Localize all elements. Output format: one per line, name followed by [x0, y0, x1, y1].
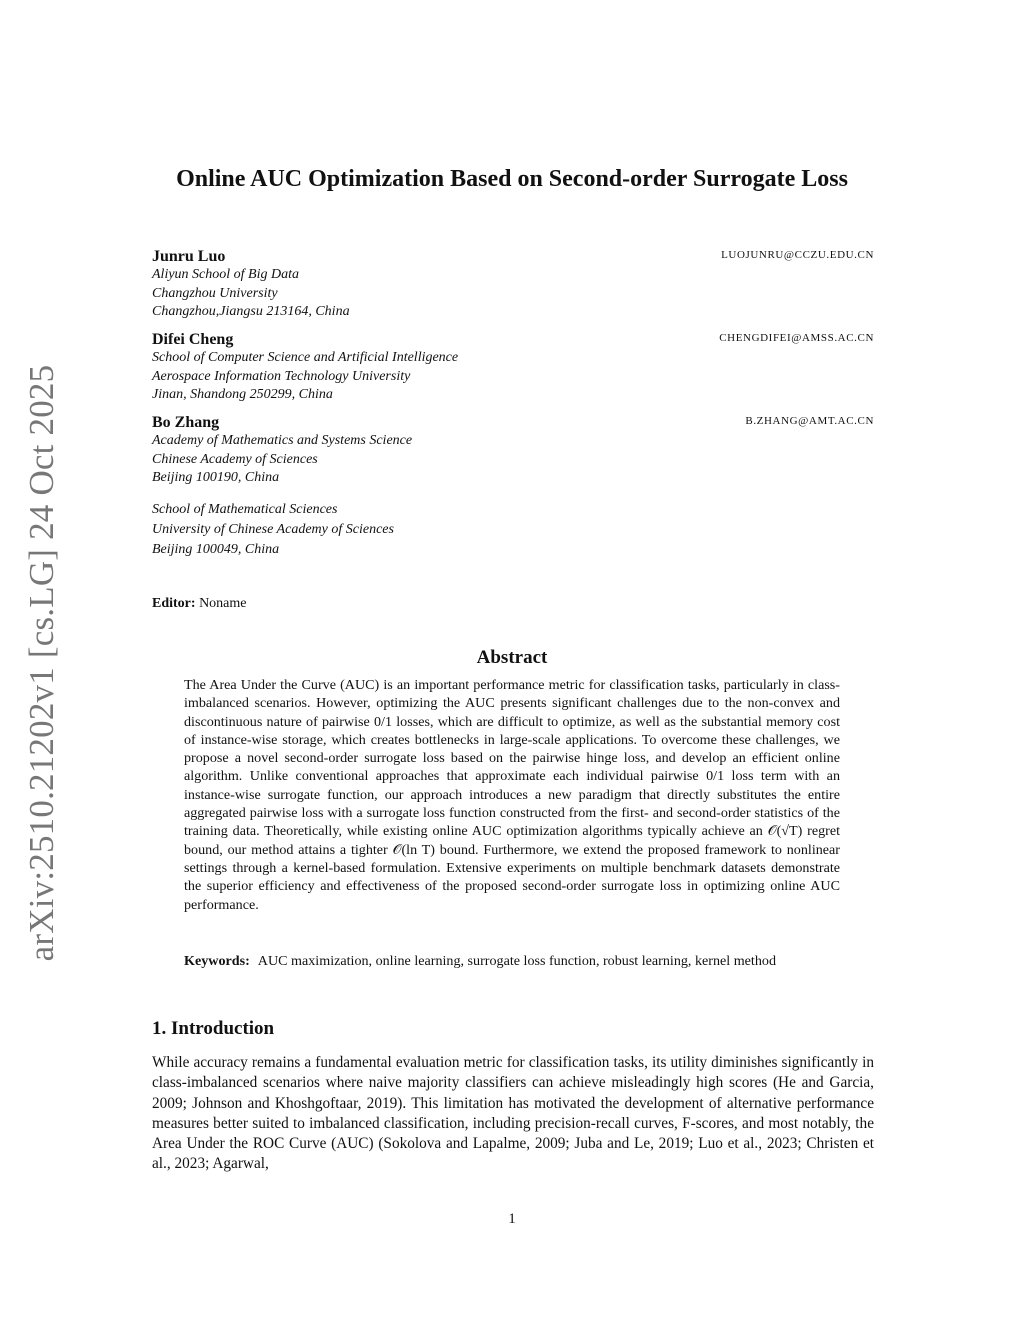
author-block-zhang [152, 413, 874, 488]
section-heading-introduction: 1. Introduction [152, 1018, 275, 1039]
affiliation-line: Chinese Academy of Sciences [152, 451, 318, 467]
editor-line [152, 596, 247, 612]
editor-name: Noname [199, 596, 247, 611]
author-block-luo [152, 247, 874, 322]
affiliation-line: Jinan, Shandong 250299, China [152, 387, 333, 402]
author-email[interactable]: B.ZHANG@AMT.AC.CN [745, 415, 874, 427]
affiliation-line: School of Computer Science and Artificial Intelligence [152, 350, 459, 365]
author-email[interactable]: CHENGDIFEI@AMSS.AC.CN [719, 332, 874, 344]
author-name: Bo Zhang [152, 414, 220, 431]
keywords [184, 952, 840, 970]
author-name: Difei Cheng [152, 331, 234, 348]
affiliation-line: University of Chinese Academy of Sciences [152, 522, 394, 537]
affiliation-line: School of Mathematical Sciences [152, 502, 338, 517]
author-email[interactable]: LUOJUNRU@CCZU.EDU.CN [721, 249, 874, 261]
second-affiliation-zhang [152, 500, 874, 560]
affiliation-line: Changzhou University [152, 285, 278, 301]
introduction-body: While accuracy remains a fundamental evaluation metric for classification tasks, its utility diminishes significantly in class-imbalanced scenarios where naive majority classifiers can achieve misleadingly high scores (He and Garcia, 2009; Johnson and Khoshgoftaar, 2019). This limitation has motivated the development of alternative performance measures better suited to imbalanced classification, including precision-recall curves, F-scores, and most notably, the Area Under the ROC Curve (AUC) (Sokolova and Lapalme, 2009; Juba and Le, 2019; Luo et al., 2023; Christen et al., 2023; Agarwal, [152, 1054, 874, 1173]
affiliation-line: Aliyun School of Big Data [152, 267, 299, 282]
arxiv-stamp[interactable]: arXiv:2510.21202v1 [cs.LG] 24 Oct 2025 [22, 364, 61, 962]
paper-title: Online AUC Optimization Based on Second-order Surrogate Loss [176, 166, 848, 192]
affiliation-line: Beijing 100190, China [152, 470, 280, 485]
affiliation-line: Academy of Mathematics and Systems Science [152, 433, 413, 448]
keywords-label: Keywords: [184, 953, 250, 969]
abstract-body: The Area Under the Curve (AUC) is an important performance metric for classification tasks, particularly in class-imbalanced scenarios. However, optimizing the AUC presents significant challenges due to the non-convex and discontinuous nature of pairwise 0/1 losses, which are difficult to optimize, as well as the substantial memory cost of instance-wise storage, which creates bottlenecks in large-scale applications. To overcome these challenges, we propose a novel second-order surrogate loss based on the pairwise hinge loss, and develop an efficient online algorithm. Unlike conventional approaches that approximate each individual pairwise 0/1 loss term with an instance-wise surrogate function, our approach introduces a new paradigm that directly substitutes the entire aggregated pairwise loss with a surrogate loss function constructed from the first- and second-order statistics of the training data. Theoretically, while existing online AUC optimization algorithms typically achieve an 𝒪(√T) regret bound, our method attains a tighter 𝒪(ln T) bound. Furthermore, we extend the proposed framework to nonlinear settings through a kernel-based formulation. Extensive experiments on multiple benchmark datasets demonstrate the superior efficiency and effectiveness of the proposed second-order surrogate loss in optimizing online AUC performance. [184, 677, 840, 913]
affiliation-line: Changzhou,Jiangsu 213164, China [152, 304, 350, 319]
affiliation-line: Aerospace Information Technology University [152, 368, 411, 384]
affiliation-line: Beijing 100049, China [152, 542, 280, 557]
abstract-heading: Abstract [476, 647, 548, 668]
author-block-cheng [152, 330, 874, 405]
author-name: Junru Luo [152, 248, 226, 265]
keywords-list: AUC maximization, online learning, surrogate loss function, robust learning, kernel method [257, 953, 776, 969]
page-number: 1 [508, 1211, 516, 1227]
editor-label: Editor: [152, 596, 196, 611]
